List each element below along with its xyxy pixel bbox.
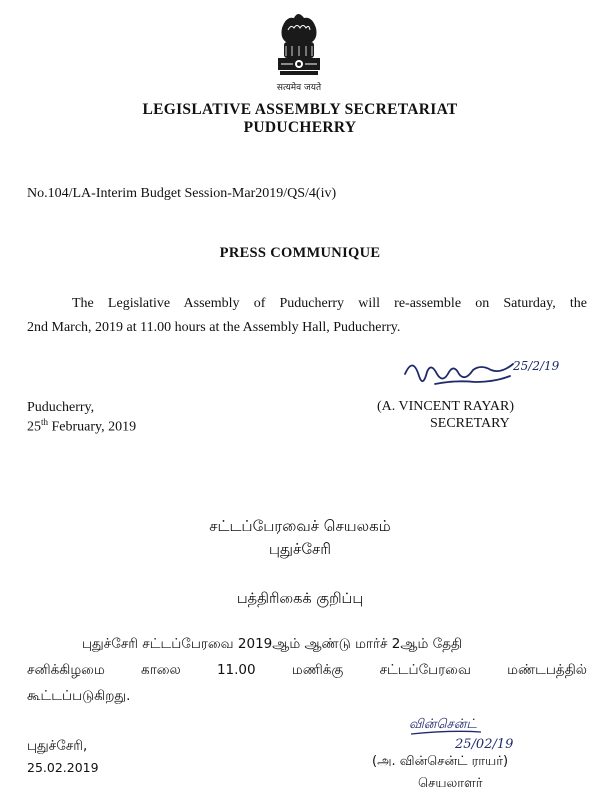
tamil-signatory-designation: செயலாளர் xyxy=(418,776,483,791)
english-paragraph-line2: 2nd March, 2019 at 11.00 hours at the Assembly Hall, Puducherry. xyxy=(27,320,401,335)
national-emblem-icon xyxy=(268,8,330,96)
tamil-signatory-name: (அ. வின்சென்ட் ராயர்) xyxy=(372,754,509,769)
org-name-line1: LEGISLATIVE ASSEMBLY SECRETARIAT xyxy=(142,101,458,118)
tamil-signature-name: வின்சென்ட் xyxy=(409,717,477,732)
tamil-signature-date: 25/02/19 xyxy=(455,737,514,752)
english-place: Puducherry, xyxy=(27,400,95,415)
english-date: 25th February, 2019 xyxy=(27,417,137,435)
english-paragraph-line1: The Legislative Assembly of Puducherry will re-assemble on Saturday, the xyxy=(72,296,587,311)
english-signatory-name: (A. VINCENT RAYAR) xyxy=(377,399,515,414)
tamil-org-name-line2: புதுச்சேரி xyxy=(268,540,332,558)
press-communique-title: PRESS COMMUNIQUE xyxy=(219,245,381,261)
tamil-paragraph-line2: சனிக்கிழமை காலை 11.00 மணிக்கு சட்டப்பேரவை மண்டபத்தில் xyxy=(27,662,587,678)
tamil-paragraph-line1: புதுச்சேரி சட்டப்பேரவை 2019ஆம் ஆண்டு மார்ச் 2ஆம் தேதி xyxy=(82,636,463,652)
tamil-press-title: பத்திரிகைக் குறிப்பு xyxy=(236,591,364,607)
reference-number: No.104/LA-Interim Budget Session-Mar2019/QS/4(iv) xyxy=(27,186,337,201)
tamil-org-name-line1: சட்டப்பேரவைச் செயலகம் xyxy=(209,517,391,535)
national-emblem xyxy=(268,8,330,96)
tamil-place: புதுச்சேரி, xyxy=(27,738,88,754)
tamil-signature xyxy=(405,710,545,760)
org-name-line2: PUDUCHERRY xyxy=(243,119,357,136)
tamil-paragraph-line3: கூட்டப்படுகிறது. xyxy=(27,688,131,704)
english-signatory-designation: SECRETARY xyxy=(430,416,510,431)
english-signature-date: 25/2/19 xyxy=(513,359,560,373)
english-signature xyxy=(395,352,570,402)
emblem-motto: सत्यमेव जयते xyxy=(276,83,322,93)
tamil-date: 25.02.2019 xyxy=(27,760,99,775)
